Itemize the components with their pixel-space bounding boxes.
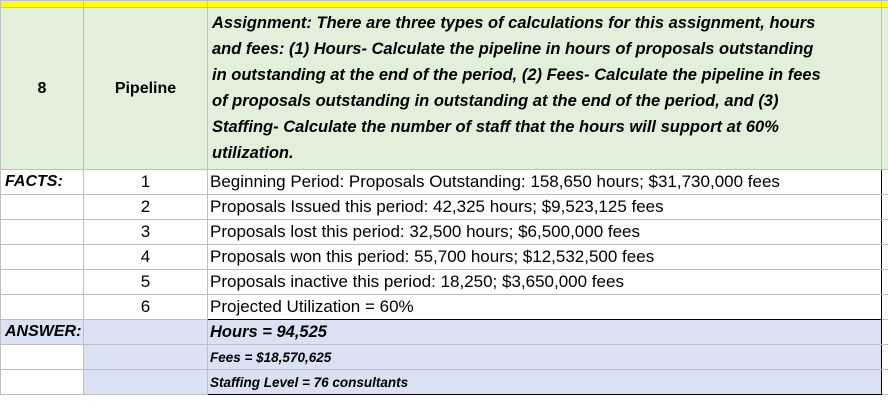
- fact-number[interactable]: 5: [84, 270, 208, 295]
- cell-empty[interactable]: [1, 220, 84, 245]
- assignment-line: and fees: (1) Hours- Calculate the pipeline in hours of proposals outstanding: [212, 40, 814, 58]
- cell-empty[interactable]: [84, 345, 208, 370]
- assignment-line: of proposals outstanding in outstanding at the end of the period, and (3): [212, 92, 779, 110]
- fact-row: [1, 195, 888, 220]
- answer-hours[interactable]: Hours = 94,525: [208, 320, 882, 345]
- fact-text[interactable]: Proposals won this period: 55,700 hours; $12,532,500 fees: [208, 245, 882, 270]
- fact-text[interactable]: Proposals inactive this period: 18,250; $3,650,000 fees: [208, 270, 882, 295]
- facts-label[interactable]: FACTS:: [1, 170, 84, 195]
- fact-text[interactable]: Projected Utilization = 60%: [208, 295, 882, 320]
- answer-row: [1, 320, 888, 345]
- answer-label[interactable]: ANSWER:: [1, 320, 84, 345]
- fact-number[interactable]: 3: [84, 220, 208, 245]
- cell-empty[interactable]: [882, 245, 888, 270]
- cell-empty[interactable]: [84, 370, 208, 395]
- assignment-line: utilization.: [212, 144, 294, 162]
- fact-number[interactable]: 2: [84, 195, 208, 220]
- fact-number[interactable]: 6: [84, 295, 208, 320]
- row-number-cell[interactable]: 8: [1, 8, 84, 170]
- answer-row: [1, 370, 888, 395]
- cell-empty[interactable]: [84, 320, 208, 345]
- fact-text[interactable]: Proposals lost this period: 32,500 hours; $6,500,000 fees: [208, 220, 882, 245]
- fact-number[interactable]: 1: [84, 170, 208, 195]
- assignment-line: in outstanding at the end of the period, (2) Fees- Calculate the pipeline in fees: [212, 66, 821, 84]
- cell-empty[interactable]: [1, 195, 84, 220]
- fact-row: [1, 270, 888, 295]
- top-band-row: [1, 1, 888, 8]
- cell-empty[interactable]: [882, 295, 888, 320]
- fact-text[interactable]: Beginning Period: Proposals Outstanding: 158,650 hours; $31,730,000 fees: [208, 170, 882, 195]
- fact-number[interactable]: 4: [84, 245, 208, 270]
- assignment-line: Assignment: There are three types of calculations for this assignment, hours: [212, 14, 816, 32]
- assignment-line: Staffing- Calculate the number of staff that the hours will support at 60%: [212, 118, 779, 136]
- assignment-cell[interactable]: [208, 8, 882, 170]
- cell-empty[interactable]: [882, 370, 888, 395]
- cell-empty[interactable]: [882, 195, 888, 220]
- answer-row: [1, 345, 888, 370]
- cell-empty[interactable]: [1, 245, 84, 270]
- topic-cell[interactable]: Pipeline: [84, 8, 208, 170]
- cell-d1[interactable]: [882, 8, 888, 170]
- cell-a0[interactable]: [1, 1, 84, 8]
- cell-empty[interactable]: [1, 345, 84, 370]
- assignment-row: [1, 8, 888, 170]
- cell-empty[interactable]: [882, 220, 888, 245]
- cell-empty[interactable]: [1, 370, 84, 395]
- fact-row: [1, 170, 888, 195]
- cell-d0[interactable]: [882, 1, 888, 8]
- cell-empty[interactable]: [1, 295, 84, 320]
- cell-b0[interactable]: [84, 1, 208, 8]
- fact-row: [1, 245, 888, 270]
- cell-c0[interactable]: [208, 1, 882, 8]
- fact-row: [1, 220, 888, 245]
- fact-text[interactable]: Proposals Issued this period: 42,325 hours; $9,523,125 fees: [208, 195, 882, 220]
- cell-empty[interactable]: [882, 270, 888, 295]
- cell-empty[interactable]: [882, 170, 888, 195]
- fact-row: [1, 295, 888, 320]
- answer-fees[interactable]: Fees = $18,570,625: [208, 345, 882, 370]
- cell-empty[interactable]: [1, 270, 84, 295]
- cell-empty[interactable]: [882, 345, 888, 370]
- answer-staffing[interactable]: Staffing Level = 76 consultants: [208, 370, 882, 395]
- cell-empty[interactable]: [882, 320, 888, 345]
